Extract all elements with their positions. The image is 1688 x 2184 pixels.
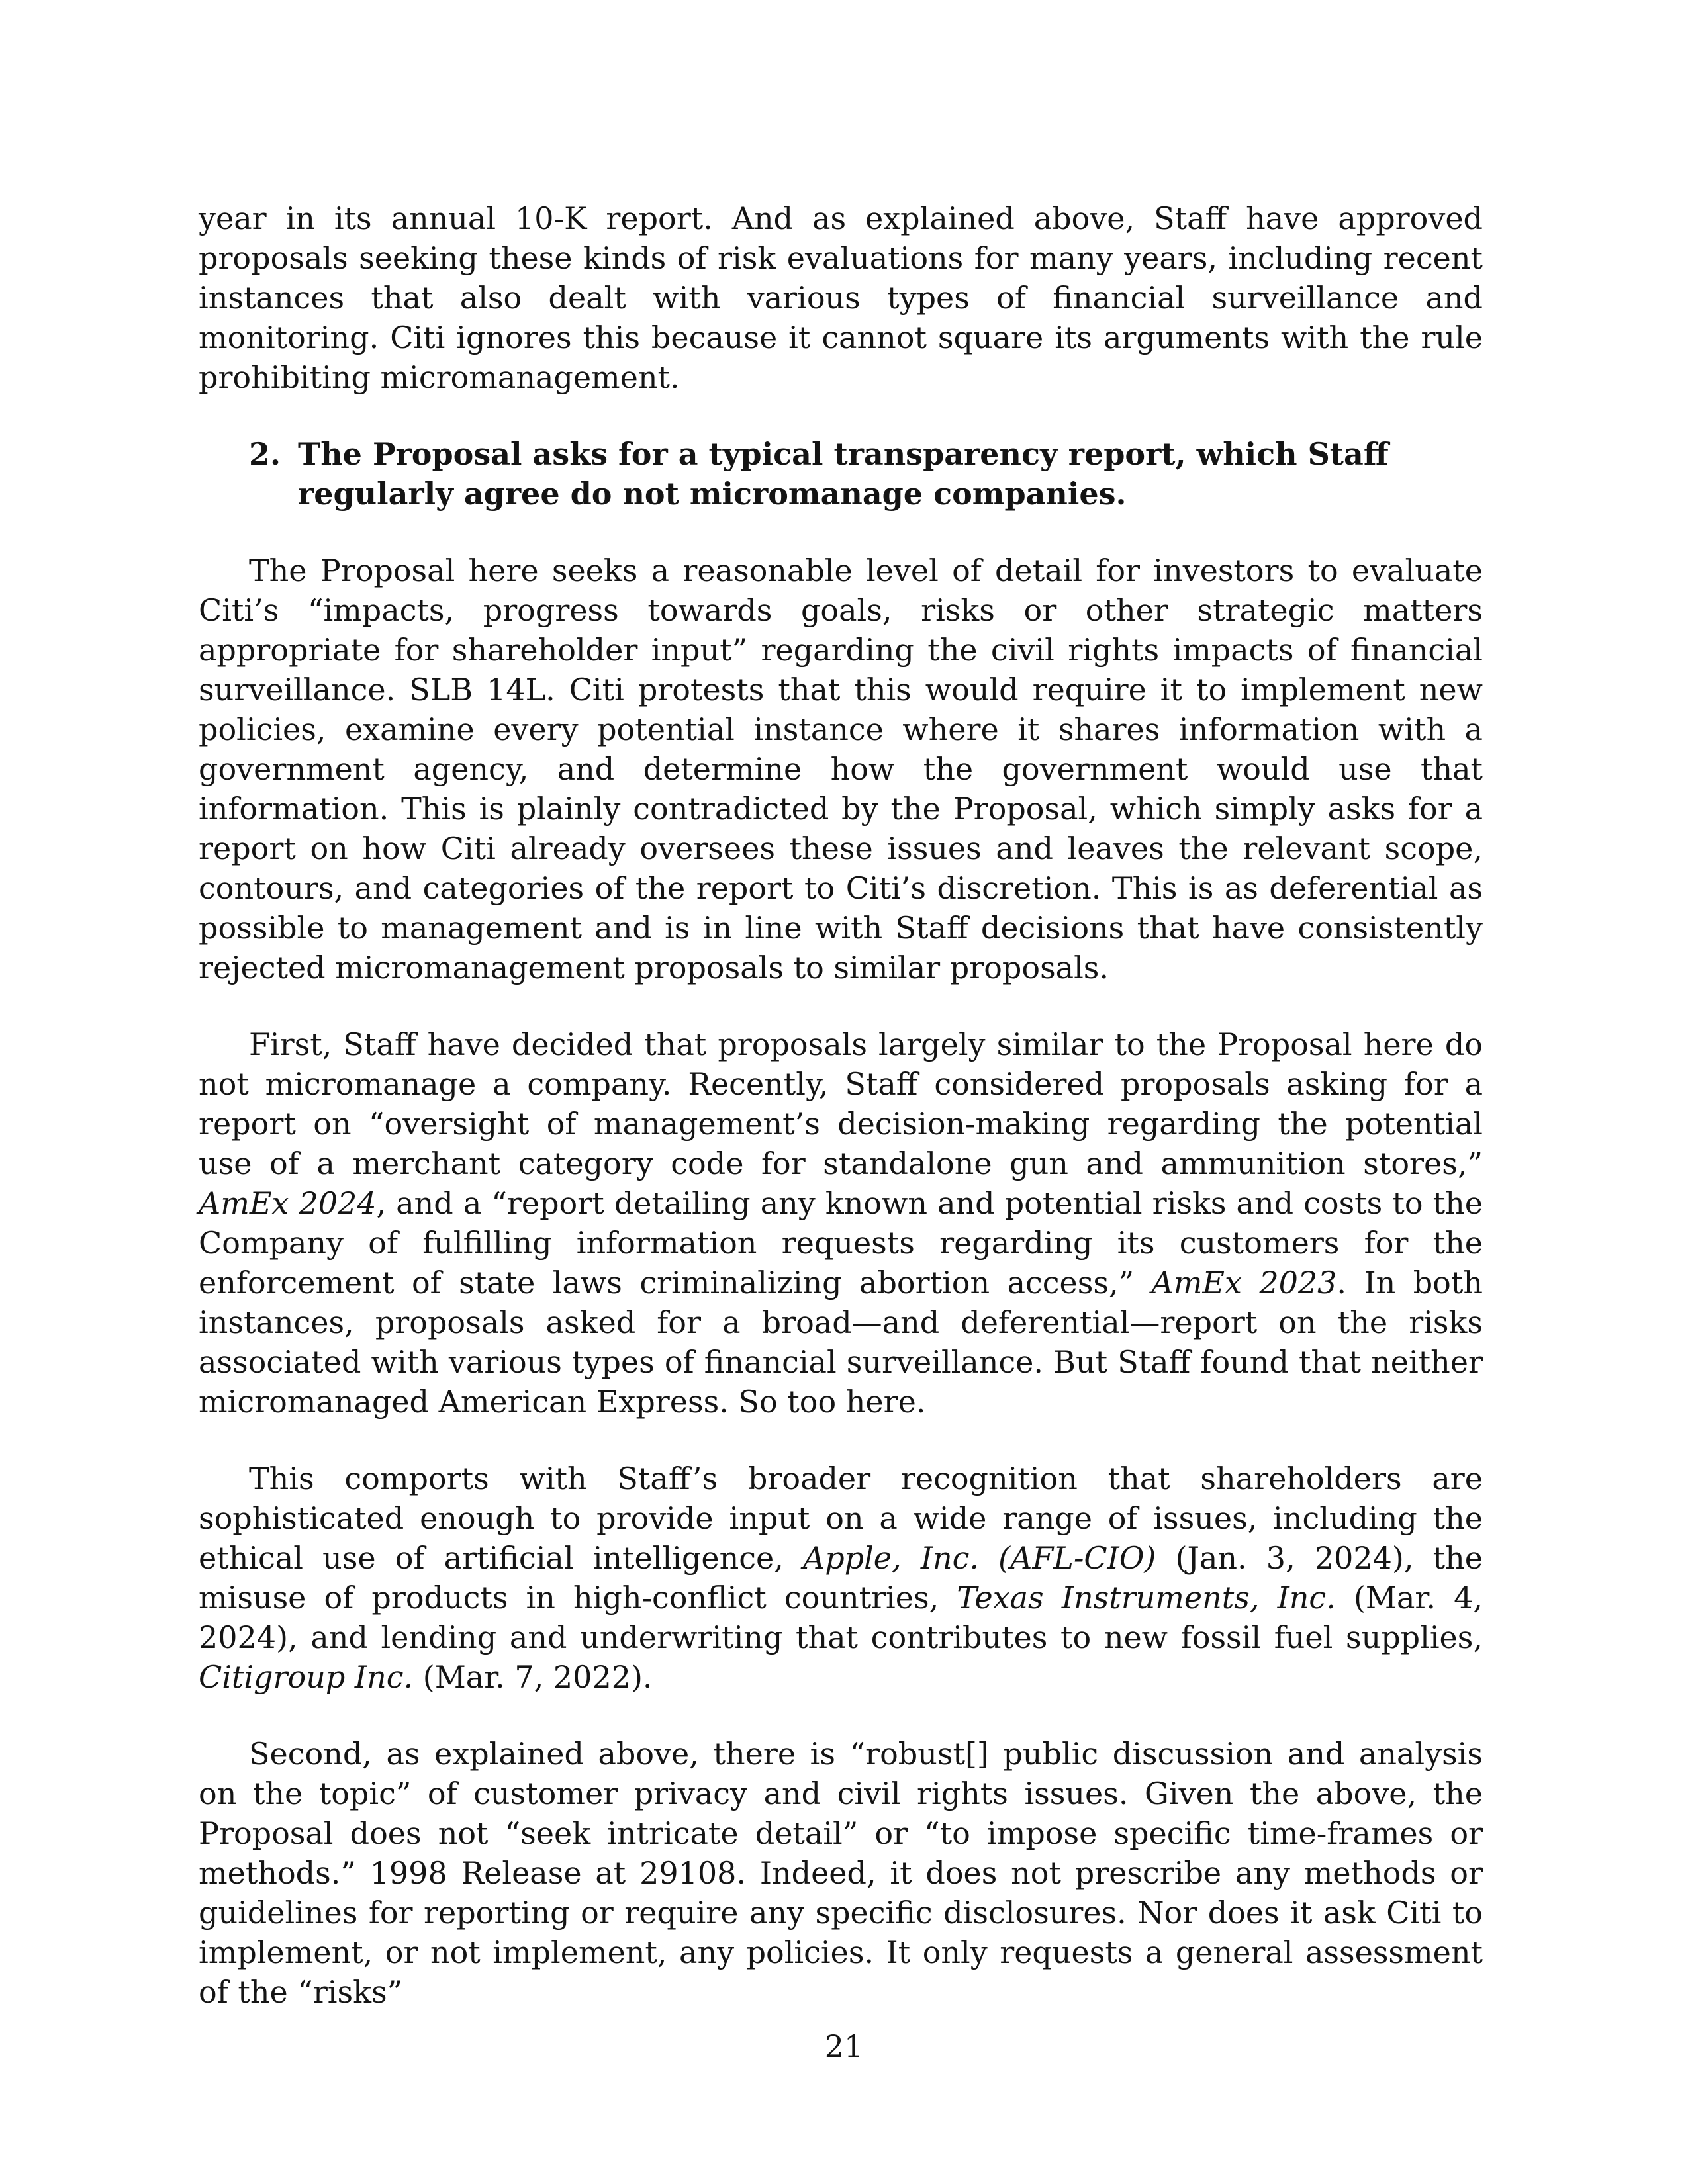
case-citation-texas-instruments: Texas Instruments, Inc.: [957, 1580, 1336, 1615]
text-run: , and a “report detailing any known and potential risks and costs to the Company of fulfilling information requests regarding its customers for the enforcement of state laws criminalizing abortion access,”: [199, 1185, 1483, 1300]
document-page: [199, 199, 1483, 2012]
text-run: First, Staff have decided that proposals largely similar to the Proposal here do not micromanage a company. Recently, Staff considered proposals asking for a report on “oversight of management’s decision-making regarding the potential use of a merchant category code for standalone gun and ammunition stores,”: [199, 1026, 1483, 1181]
case-citation-amex-2023: AmEx 2023: [1151, 1265, 1337, 1300]
paragraph-first: [199, 1024, 1483, 1422]
paragraph-gap: [199, 397, 1483, 434]
text-run: (Mar. 4, 2024), and lending and underwriting that contributes to new fossil fuel supplies,: [199, 1580, 1483, 1655]
paragraph-proposal: The Proposal here seeks a reasonable level of detail for investors to evaluate Citi’s “impacts, progress towards goals, risks or other strategic matters appropriate for shareholder input” regarding the civil rights impacts of financial surveillance. SLB 14L. Citi protests that this would require it to implement new policies, examine every potential instance where it shares information with a government agency, and determine how the government would use that information. This is plainly contradicted by the Proposal, which simply asks for a report on how Citi already oversees these issues and leaves the relevant scope, contours, and categories of the report to Citi’s discretion. This is as deferential as possible to management and is in line with Staff decisions that have consistently rejected micromanagement proposals to similar proposals.: [199, 553, 1483, 985]
paragraph-gap: [199, 514, 1483, 551]
text-run: (Mar. 7, 2022).: [413, 1659, 653, 1695]
text-run: (Jan. 3, 2024), the misuse of products in high-conflict countries,: [199, 1540, 1483, 1615]
paragraph-comports: [199, 1459, 1483, 1697]
page-number: 21: [824, 2028, 864, 2064]
paragraph-continuation: year in its annual 10-K report. And as explained above, Staff have approved proposals seeking these kinds of risk evaluations for many years, including recent instances that also dealt with various types of financial surveillance and monitoring. Citi ignores this because it cannot square its arguments with the rule prohibiting micromanagement.: [199, 201, 1483, 395]
text-run: This comports with Staff’s broader recognition that shareholders are sophisticated enough to provide input on a wide range of issues, including the ethical use of artificial intelligence,: [199, 1461, 1483, 1576]
case-citation-amex-2024: AmEx 2024: [199, 1185, 377, 1221]
case-citation-apple: Apple, Inc. (AFL-CIO): [802, 1540, 1156, 1576]
paragraph-second: Second, as explained above, there is “robust[] public discussion and analysis on the topic” of customer privacy and civil rights issues. Given the above, the Proposal does not “seek intricate detail” or “to impose specific time-frames or methods.” 1998 Release at 29108. Indeed, it does not prescribe any methods or guidelines for reporting or require any specific disclosures. Nor does it ask Citi to implement, or not implement, any policies. It only requests a general assessment of the “risks”: [199, 1736, 1483, 2010]
paragraph-gap: [199, 1422, 1483, 1459]
section-heading-number: 2.: [249, 436, 281, 472]
section-heading: [199, 434, 1483, 514]
text-run: . In both instances, proposals asked for a broad—and deferential—report on the risks associated with various types of financial surveillance. But Staff found that neither micromanaged American Express. So too here.: [199, 1265, 1483, 1420]
case-citation-citigroup: Citigroup Inc.: [199, 1659, 414, 1695]
paragraph-gap: [199, 987, 1483, 1024]
paragraph-gap: [199, 1697, 1483, 1734]
section-heading-text: The Proposal asks for a typical transparency report, which Staff regularly agree do not micromanage companies.: [298, 436, 1389, 512]
